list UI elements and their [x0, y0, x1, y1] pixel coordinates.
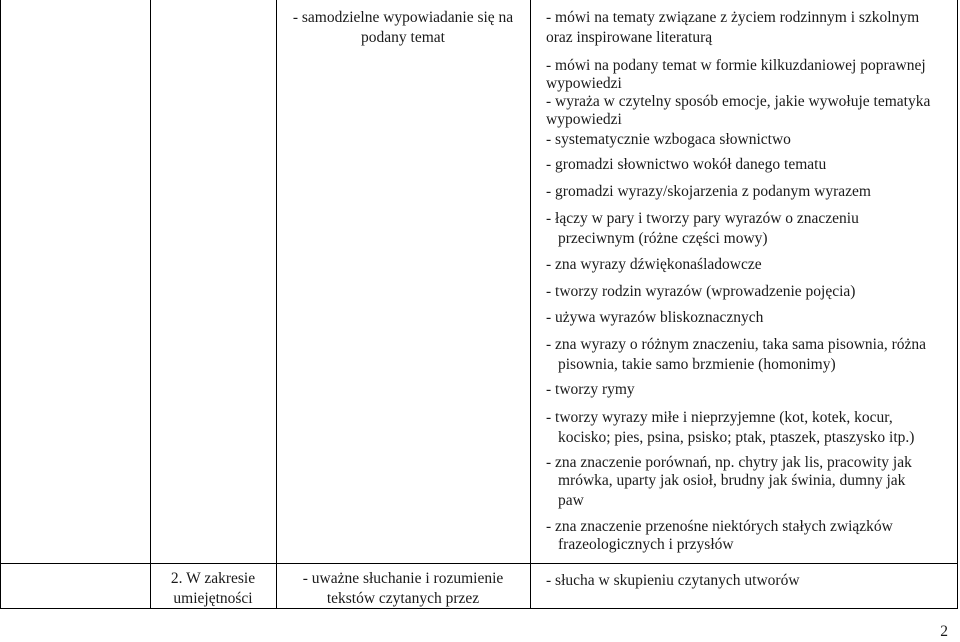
outcome-line: - wyraża w czytelny sposób emocje, jakie wywołuje tematyka [546, 93, 931, 110]
outcome-line: wypowiedzi [546, 75, 622, 92]
outcome-line: - systematycznie wzbogaca słownictwo [546, 131, 791, 148]
outcome-line: - łączy w pary i tworzy pary wyrazów o znaczeniu [546, 210, 859, 227]
outcome-line: - zna znaczenie przenośne niektórych stałych związków [546, 518, 893, 535]
skill-listening: - uważne słuchanie i rozumienie tekstów czytanych przez [302, 570, 504, 607]
outcome-line: - tworzy wyrazy miłe i nieprzyjemne (kot, kotek, kocur, [546, 409, 893, 426]
outcome-line: paw [558, 492, 584, 509]
outcome-line: mrówka, uparty jak osioł, brudny jak świnia, dumny jak [558, 472, 906, 489]
outcome-line: - gromadzi słownictwo wokół danego tematu [546, 156, 827, 173]
outcome-line: - zna wyrazy o różnym znaczeniu, taka sama pisownia, różna [546, 336, 927, 353]
outcome-line: przeciwnym (różne części mowy) [558, 230, 768, 247]
table-border-col2 [276, 0, 277, 609]
section-label-skills: 2. W zakresie umiejętności [170, 570, 256, 607]
table-border-right [957, 0, 958, 609]
outcome-line: - gromadzi wyrazy/skojarzenia z podanym wyrazem [546, 183, 871, 200]
outcome-line: - mówi na tematy związane z życiem rodzinnym i szkolnym [546, 9, 920, 26]
outcome-line: - zna znaczenie porównań, np. chytry jak lis, pracowity jak [546, 454, 912, 471]
table-border-col1 [150, 0, 151, 609]
outcome-line: pisownia, takie samo brzmienie (homonimy) [558, 356, 836, 373]
outcome-line: - tworzy rodzin wyrazów (wprowadzenie pojęcia) [546, 283, 856, 300]
outcome-line: - zna wyrazy dźwiękonaśladowcze [546, 256, 762, 273]
outcome-line: wypowiedzi [546, 111, 622, 128]
outcome-line: kocisko; pies, psina, psisko; ptak, ptaszek, ptaszysko itp.) [558, 429, 915, 446]
table-border-left [0, 0, 1, 609]
outcome-line: - używa wyrazów bliskoznacznych [546, 309, 764, 326]
outcome-line: oraz inspirowane literaturą [546, 29, 713, 46]
outcome-line: - mówi na podany temat w formie kilkuzdaniowej poprawnej [546, 57, 926, 74]
outcome-line: frazeologicznych i przysłów [558, 536, 734, 553]
outcome-listening: - słucha w skupieniu czytanych utworów [546, 572, 800, 589]
table-border-col3 [530, 0, 531, 609]
table-row-divider [0, 563, 958, 564]
outcome-line: - tworzy rymy [546, 381, 635, 398]
page-number: 2 [940, 623, 948, 640]
skill-speaking: - samodzielne wypowiadanie się na podany temat [292, 9, 514, 46]
